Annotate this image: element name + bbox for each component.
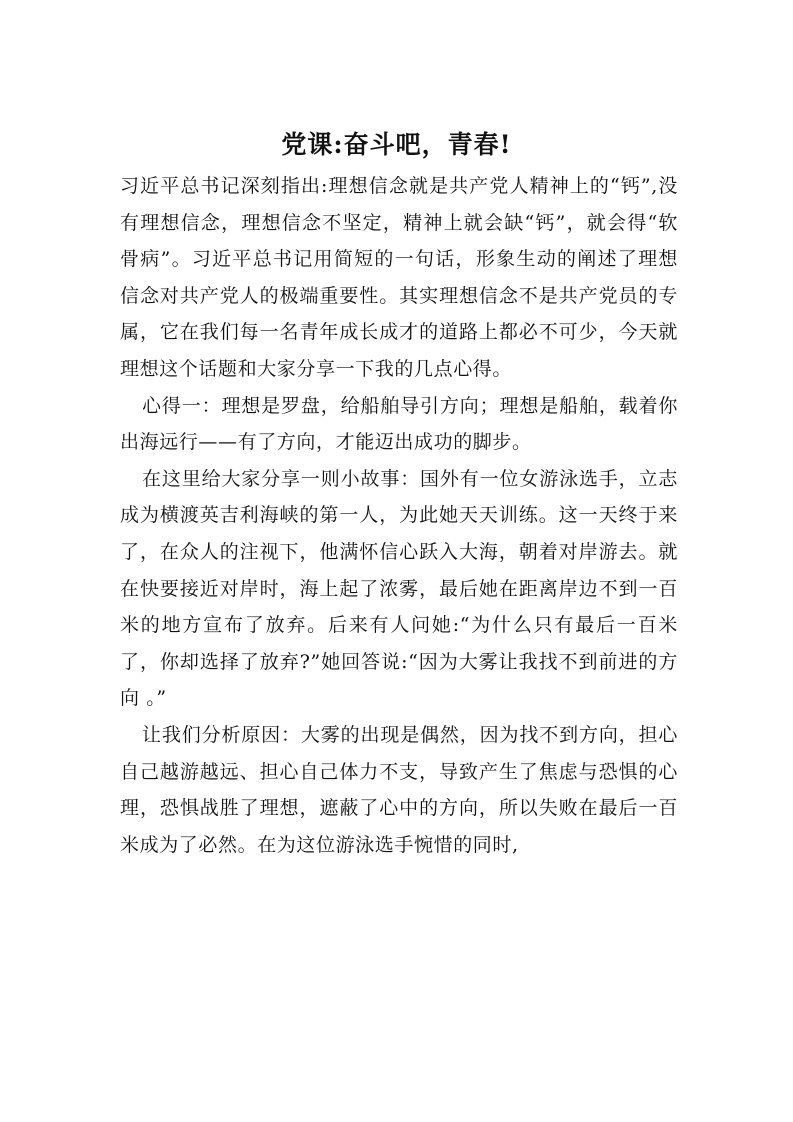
paragraph-intro: 习近平总书记深刻指出:理想信念就是共产党人精神上的“钙”,没有理想信念，理想信念不坚定，精神上就会缺“钙”，就会得“软骨病”。习近平总书记用简短的一句话，形象生动的阐述了理想信念对共产党人的极端重要性。其实理想信念不是共产党员的专属，它在我们每一名青年成长成才的道路上都必不可少，今天就理想这个话题和大家分享一下我的几点心得。 (120, 175, 678, 380)
document-title: 党课:奋斗吧，青春! (281, 130, 512, 159)
paragraph-insight-one: 心得一：理想是罗盘，给船舶导引方向；理想是船舶，载着你出海远行——有了方向，才能迈出成功的脚步。 (120, 394, 678, 454)
paragraph-analysis: 让我们分析原因：大雾的出现是偶然，因为找不到方向，担心自己越游越远、担心自己体力不支，导致产生了焦虑与恐惧的心理，恐惧战胜了理想，遮蔽了心中的方向，所以失败在最后一百米成为了必然。在为这位游泳选手惋惜的同时, (120, 723, 678, 856)
document-body (120, 168, 678, 863)
paragraph-story: 在这里给大家分享一则小故事：国外有一位女游泳选手，立志成为横渡英吉利海峡的第一人，为此她天天训练。这一天终于来了，在众人的注视下，他满怀信心跃入大海，朝着对岸游去。就在快要接近对岸时，海上起了浓雾，最后她在距离岸边不到一百米的地方宣布了放弃。后来有人问她:“为什么只有最后一百米了，你却选择了放弃?”她回答说:“因为大雾让我找不到前进的方向 。” (120, 467, 678, 710)
